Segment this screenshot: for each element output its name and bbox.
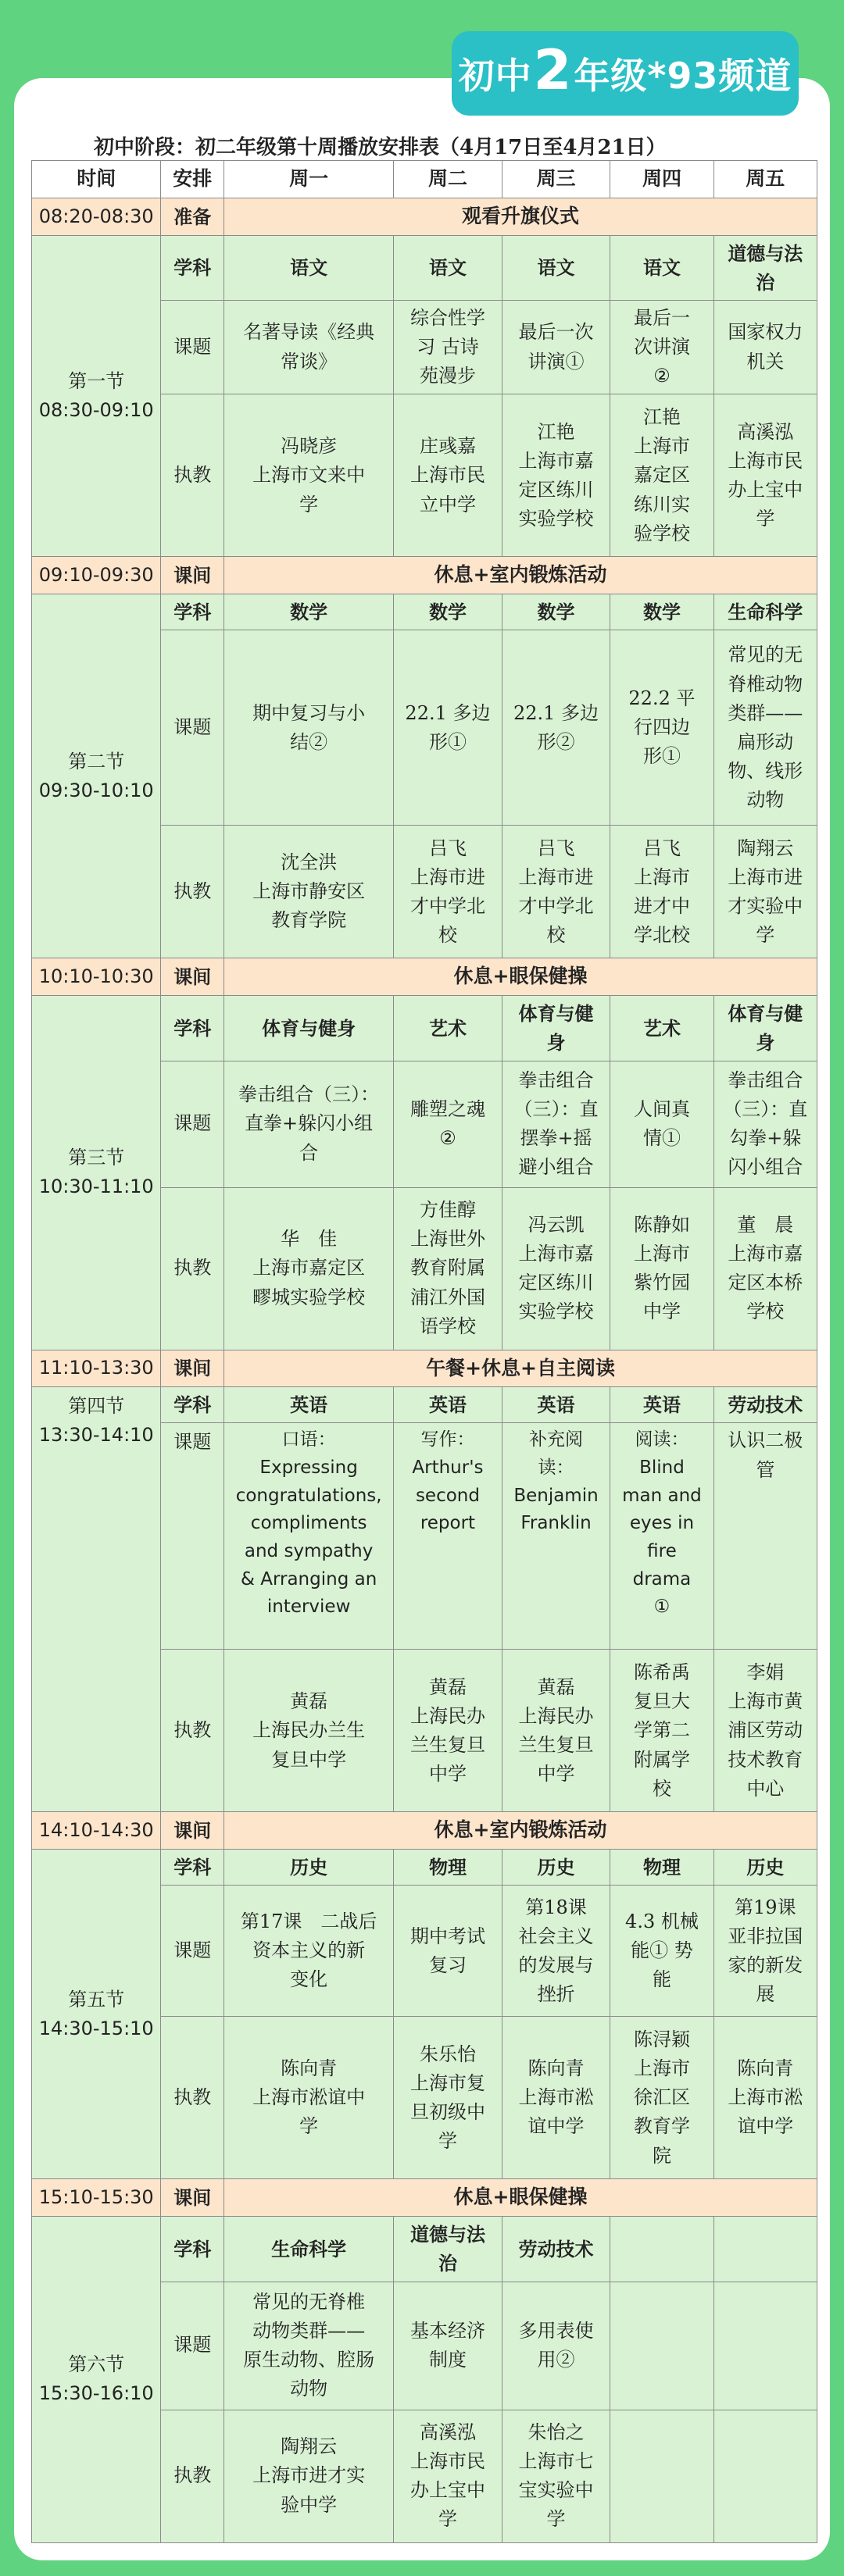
period-6-name: 第六节 [68,2353,125,2376]
p2-thu-teacher: 吕飞 上海市 进才中 学北校 [610,826,713,958]
header-mon: 周一 [224,161,394,198]
p5-fri-topic: 第19课 亚非拉国 家的新发 展 [713,1886,817,2017]
p2-thu-topic: 22.2 平 行四边 形① [610,630,713,826]
subject-label: 学科 [161,1387,224,1423]
break-5-row [32,2179,817,2217]
header-tue: 周二 [394,161,502,198]
period-1-time [32,235,161,557]
p1-thu-teacher: 江艳 上海市 嘉定区 练川实 验学校 [610,394,713,557]
subject-label: 学科 [161,996,224,1061]
p4-wed-teacher: 黄磊 上海民办 兰生复旦 中学 [502,1650,610,1812]
p5-mon-topic: 第17课 二战后 资本主义的新 变化 [224,1886,394,2017]
p3-fri-topic: 拳击组合 （三）：直 勾拳+躲 闪小组合 [713,1061,817,1187]
period-1-time-range: 08:30-09:10 [38,398,154,421]
topic-label: 课题 [161,1423,224,1650]
p4-thu-subject: 英语 [610,1387,713,1423]
p6-fri-teacher [713,2410,817,2542]
period-3-name: 第三节 [68,1147,125,1169]
p2-mon-subject: 数学 [224,594,394,630]
p3-thu-subject: 艺术 [610,996,713,1061]
badge-pre: 初中 [458,55,532,97]
period-1-subject-row [32,235,817,300]
p4-mon-topic: 口语： Expressing congratulations, compliments and sympathy & Arranging an interview [224,1423,394,1650]
header-fri: 周五 [713,161,817,198]
p3-wed-topic: 拳击组合 （三）：直 摆拳+摇 避小组合 [502,1061,610,1187]
teacher-label: 执教 [161,2410,224,2542]
p1-wed-topic: 最后一次 讲演① [502,300,610,394]
period-5-time-range: 14:30-15:10 [38,2017,154,2039]
header-thu: 周四 [610,161,713,198]
p6-wed-topic: 多用表使 用② [502,2282,610,2410]
p6-thu-topic [610,2282,713,2410]
period-2-subject-row [32,594,817,630]
p3-fri-subject: 体育与健 身 [713,996,817,1061]
p6-thu-teacher [610,2410,713,2542]
break-1-label: 课间 [161,557,224,594]
header-row [32,161,817,198]
period-3-subject-row [32,996,817,1061]
p3-fri-teacher: 董 晨 上海市嘉 定区本桥 学校 [713,1187,817,1350]
p1-mon-subject: 语文 [224,235,394,300]
subject-label: 学科 [161,2217,224,2282]
subject-label: 学科 [161,594,224,630]
p2-tue-teacher: 吕飞 上海市进 才中学北 校 [394,826,502,958]
break-4-row [32,1812,817,1850]
p5-wed-topic: 第18课 社会主义 的发展与 挫折 [502,1886,610,2017]
p6-tue-topic: 基本经济 制度 [394,2282,502,2410]
p6-fri-topic [713,2282,817,2410]
break-2-label: 课间 [161,958,224,996]
p4-fri-topic: 认识二极 管 [713,1423,817,1650]
p2-wed-topic: 22.1 多边 形② [502,630,610,826]
period-4-time [32,1387,161,1812]
p2-wed-teacher: 吕飞 上海市进 才中学北 校 [502,826,610,958]
p5-mon-subject: 历史 [224,1850,394,1886]
topic-label: 课题 [161,1886,224,2017]
p6-thu-subject [610,2217,713,2282]
p3-thu-teacher: 陈静如 上海市 紫竹园 中学 [610,1187,713,1350]
teacher-label: 执教 [161,394,224,557]
p1-fri-topic: 国家权力 机关 [713,300,817,394]
p3-mon-subject: 体育与健身 [224,996,394,1061]
p4-wed-subject: 英语 [502,1387,610,1423]
period-4-subject-row [32,1387,817,1423]
subject-label: 学科 [161,235,224,300]
p1-mon-topic: 名著导读《经典 常谈》 [224,300,394,394]
p2-mon-topic: 期中复习与小 结② [224,630,394,826]
p3-wed-subject: 体育与健 身 [502,996,610,1061]
p1-tue-topic: 综合性学 习 古诗 苑漫步 [394,300,502,394]
ceremony-label: 准备 [161,198,224,235]
topic-label: 课题 [161,1061,224,1187]
break-5-time: 15:10-15:30 [32,2179,161,2217]
p6-mon-topic: 常见的无脊椎 动物类群—— 原生动物、腔肠 动物 [224,2282,394,2410]
p3-thu-topic: 人间真 情① [610,1061,713,1187]
break-5-activity: 休息+眼保健操 [224,2179,817,2217]
p3-tue-subject: 艺术 [394,996,502,1061]
period-1-name: 第一节 [68,369,125,392]
period-5-time [32,1850,161,2179]
period-2-time-range: 09:30-10:10 [38,779,154,801]
p5-tue-subject: 物理 [394,1850,502,1886]
period-6-subject-row [32,2217,817,2282]
p2-tue-topic: 22.1 多边 形① [394,630,502,826]
teacher-label: 执教 [161,2017,224,2179]
p4-tue-teacher: 黄磊 上海民办 兰生复旦 中学 [394,1650,502,1812]
p2-fri-teacher: 陶翔云 上海市进 才实验中 学 [713,826,817,958]
schedule-table-wrap [31,160,821,2542]
break-1-activity: 休息+室内锻炼活动 [224,557,817,594]
period-3-time [32,996,161,1350]
break-3-time: 11:10-13:30 [32,1350,161,1387]
p4-tue-subject: 英语 [394,1387,502,1423]
p6-fri-subject [713,2217,817,2282]
p1-thu-topic: 最后一 次讲演 ② [610,300,713,394]
period-2-name: 第二节 [68,750,125,772]
p5-fri-teacher: 陈向青 上海市淞 谊中学 [713,2017,817,2179]
p1-wed-subject: 语文 [502,235,610,300]
p4-fri-teacher: 李娟 上海市黄 浦区劳动 技术教育 中心 [713,1650,817,1812]
teacher-label: 执教 [161,826,224,958]
badge-grade-number: 2 [533,38,573,102]
p5-thu-subject: 物理 [610,1850,713,1886]
p5-tue-teacher: 朱乐怡 上海市复 旦初级中 学 [394,2017,502,2179]
p3-wed-teacher: 冯云凯 上海市嘉 定区练川 实验学校 [502,1187,610,1350]
break-1-row [32,557,817,594]
period-3-time-range: 10:30-11:10 [38,1176,154,1198]
p5-fri-subject: 历史 [713,1850,817,1886]
p2-fri-topic: 常见的无 脊椎动物 类群—— 扁形动 物、线形 动物 [713,630,817,826]
page-title: 初中阶段：初二年级第十周播放安排表（4月17日至4月21日） [94,136,667,159]
p3-mon-teacher: 华 佳 上海市嘉定区 疁城实验学校 [224,1187,394,1350]
p6-mon-teacher: 陶翔云 上海市进才实 验中学 [224,2410,394,2542]
teacher-label: 执教 [161,1187,224,1350]
p1-fri-teacher: 高溪泓 上海市民 办上宝中 学 [713,394,817,557]
break-3-row [32,1350,817,1387]
p4-mon-teacher: 黄磊 上海民办兰生 复旦中学 [224,1650,394,1812]
p3-tue-teacher: 方佳醇 上海世外 教育附属 浦江外国 语学校 [394,1187,502,1350]
p4-tue-topic: 写作： Arthur's second report [394,1423,502,1650]
break-2-time: 10:10-10:30 [32,958,161,996]
p1-mon-teacher: 冯晓彦 上海市文来中 学 [224,394,394,557]
break-1-time: 09:10-09:30 [32,557,161,594]
p1-thu-subject: 语文 [610,235,713,300]
header-time: 时间 [32,161,161,198]
topic-label: 课题 [161,2282,224,2410]
topic-label: 课题 [161,630,224,826]
channel-badge [452,31,799,116]
period-2-time [32,594,161,958]
break-3-label: 课间 [161,1350,224,1387]
break-4-activity: 休息+室内锻炼活动 [224,1812,817,1850]
ceremony-row [32,198,817,235]
break-4-time: 14:10-14:30 [32,1812,161,1850]
p5-wed-teacher: 陈向青 上海市淞 谊中学 [502,2017,610,2179]
period-6-time [32,2217,161,2542]
p5-mon-teacher: 陈向青 上海市淞谊中 学 [224,2017,394,2179]
p1-wed-teacher: 江艳 上海市嘉 定区练川 实验学校 [502,394,610,557]
break-3-activity: 午餐+休息+自主阅读 [224,1350,817,1387]
period-4-name: 第四节 [68,1395,125,1418]
p2-fri-subject: 生命科学 [713,594,817,630]
p5-wed-subject: 历史 [502,1850,610,1886]
break-2-activity: 休息+眼保健操 [224,958,817,996]
break-5-label: 课间 [161,2179,224,2217]
p2-wed-subject: 数学 [502,594,610,630]
p1-tue-subject: 语文 [394,235,502,300]
p2-mon-teacher: 沈全洪 上海市静安区 教育学院 [224,826,394,958]
p6-tue-teacher: 高溪泓 上海市民 办上宝中 学 [394,2410,502,2542]
period-6-time-range: 15:30-16:10 [38,2382,154,2405]
p6-tue-subject: 道德与法 治 [394,2217,502,2282]
badge-post: 年级*93频道 [574,55,792,97]
p6-wed-subject: 劳动技术 [502,2217,610,2282]
p5-thu-teacher: 陈浔颖 上海市 徐汇区 教育学 院 [610,2017,713,2179]
ceremony-time: 08:20-08:30 [32,198,161,235]
p4-wed-topic: 补充阅 读： Benjamin Franklin [502,1423,610,1650]
period-5-name: 第五节 [68,1988,125,2010]
p4-mon-subject: 英语 [224,1387,394,1423]
p4-thu-topic: 阅读： Blind man and eyes in fire drama ① [610,1423,713,1650]
p3-mon-topic: 拳击组合（三）： 直拳+躲闪小组 合 [224,1061,394,1187]
period-4-time-range: 13:30-14:10 [38,1424,154,1447]
subject-label: 学科 [161,1850,224,1886]
break-4-label: 课间 [161,1812,224,1850]
topic-label: 课题 [161,300,224,394]
p3-tue-topic: 雕塑之魂 ② [394,1061,502,1187]
p2-thu-subject: 数学 [610,594,713,630]
break-2-row [32,958,817,996]
teacher-label: 执教 [161,1650,224,1812]
p4-fri-subject: 劳动技术 [713,1387,817,1423]
p6-mon-subject: 生命科学 [224,2217,394,2282]
p4-thu-teacher: 陈希禹 复旦大 学第二 附属学 校 [610,1650,713,1812]
p6-wed-teacher: 朱怡之 上海市七 宝实验中 学 [502,2410,610,2542]
header-wed: 周三 [502,161,610,198]
p5-thu-topic: 4.3 机械 能① 势 能 [610,1886,713,2017]
period-5-subject-row [32,1850,817,1886]
p1-tue-teacher: 庄彧嘉 上海市民 立中学 [394,394,502,557]
p2-tue-subject: 数学 [394,594,502,630]
p1-fri-subject: 道德与法 治 [713,235,817,300]
schedule-table [31,160,817,2543]
p5-tue-topic: 期中考试 复习 [394,1886,502,2017]
ceremony-activity: 观看升旗仪式 [224,198,817,235]
header-arrangement: 安排 [161,161,224,198]
